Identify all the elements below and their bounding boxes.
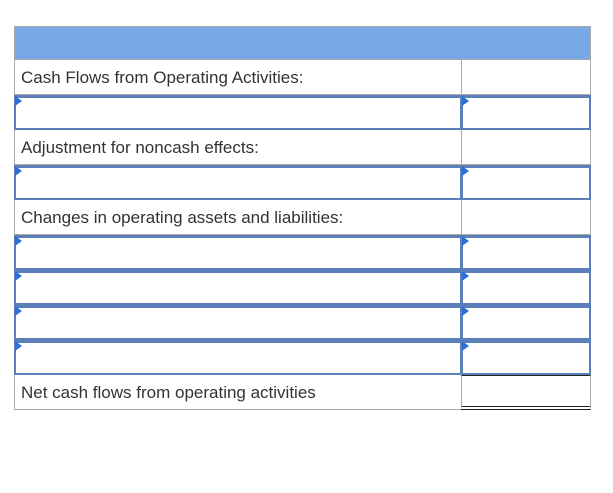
account-input-3[interactable] (14, 235, 461, 270)
account-input-2[interactable] (14, 165, 461, 200)
section-heading-noncash: Adjustment for noncash effects: (21, 138, 259, 157)
dropdown-marker-icon (462, 306, 469, 316)
dropdown-marker-icon (15, 236, 22, 246)
dropdown-marker-icon (15, 271, 22, 281)
section-row-operating (14, 60, 591, 95)
empty-amount-cell (461, 130, 591, 165)
account-input-5[interactable] (14, 305, 461, 340)
section-heading-operating: Cash Flows from Operating Activities: (21, 68, 304, 87)
input-row-5 (14, 305, 591, 340)
cash-flow-worksheet (14, 26, 591, 410)
net-cash-flows-amount[interactable] (461, 375, 591, 410)
account-input-4[interactable] (14, 270, 461, 305)
amount-input-5[interactable] (461, 305, 591, 340)
net-cash-flows-label: Net cash flows from operating activities (21, 383, 316, 402)
dropdown-marker-icon (462, 96, 469, 106)
label-cell (14, 200, 461, 235)
account-input-1[interactable] (14, 95, 461, 130)
amount-input-4[interactable] (461, 270, 591, 305)
amount-input-6[interactable] (461, 340, 591, 375)
dropdown-marker-icon (462, 166, 469, 176)
input-row-6 (14, 340, 591, 375)
amount-input-1[interactable] (461, 95, 591, 130)
total-row (14, 375, 591, 410)
label-cell (14, 375, 461, 410)
dropdown-marker-icon (15, 341, 22, 351)
amount-input-2[interactable] (461, 165, 591, 200)
dropdown-marker-icon (15, 166, 22, 176)
amount-input-3[interactable] (461, 235, 591, 270)
empty-amount-cell (461, 200, 591, 235)
input-row-4 (14, 270, 591, 305)
label-cell (14, 130, 461, 165)
dropdown-marker-icon (462, 341, 469, 351)
label-cell (14, 60, 461, 95)
section-heading-changes: Changes in operating assets and liabilities: (21, 208, 344, 227)
section-row-changes (14, 200, 591, 235)
dropdown-marker-icon (462, 271, 469, 281)
input-row-3 (14, 235, 591, 270)
empty-amount-cell (461, 60, 591, 95)
section-row-noncash (14, 130, 591, 165)
input-row-1 (14, 95, 591, 130)
account-input-6[interactable] (14, 340, 461, 375)
dropdown-marker-icon (15, 306, 22, 316)
dropdown-marker-icon (15, 96, 22, 106)
dropdown-marker-icon (462, 236, 469, 246)
input-row-2 (14, 165, 591, 200)
table-header-bar (14, 26, 591, 60)
